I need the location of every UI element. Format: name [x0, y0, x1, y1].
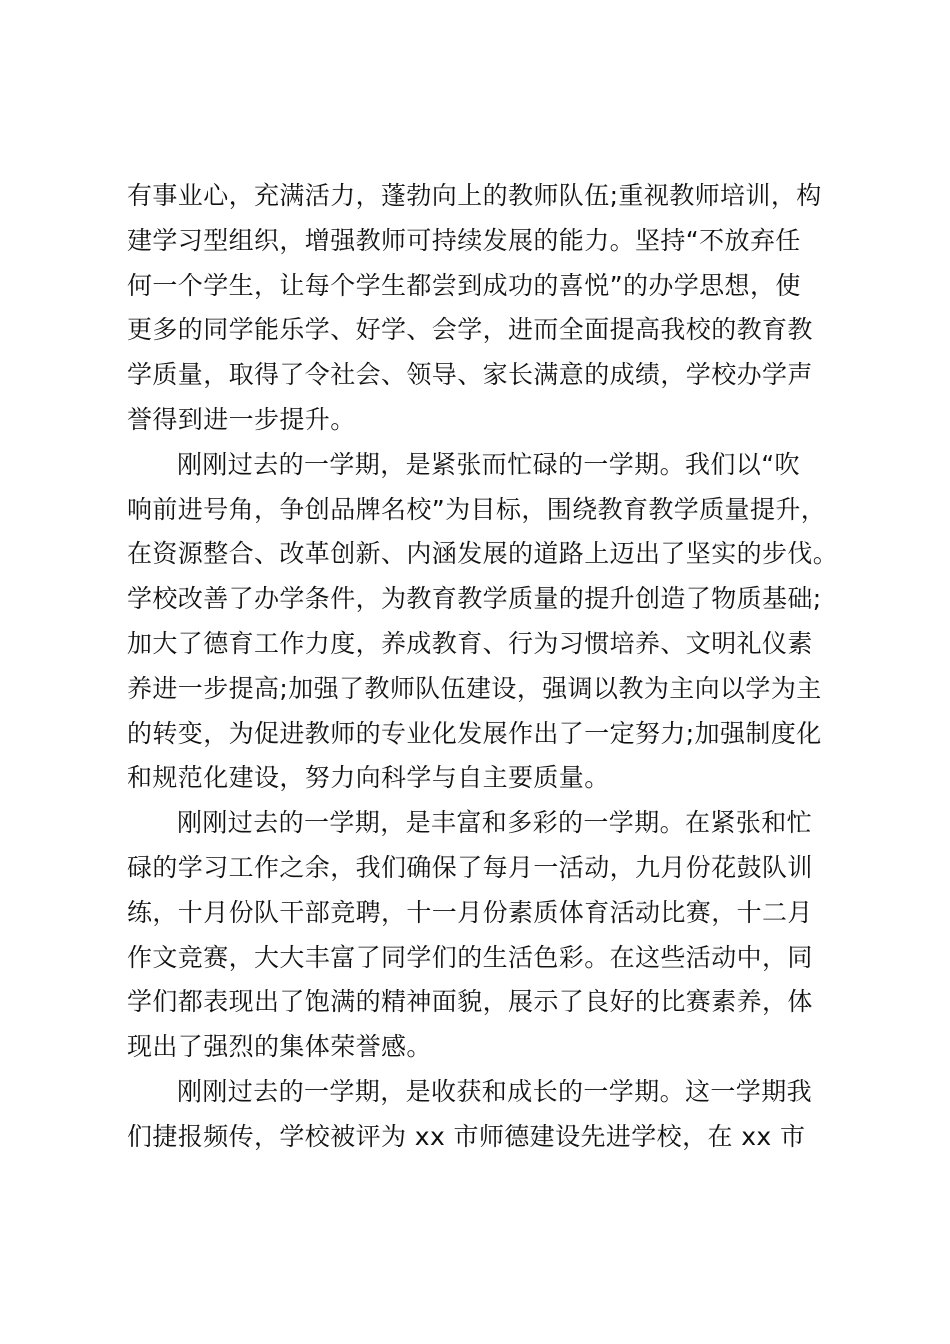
paragraph-first-line: 刚刚过去的一学期，是收获和成长的一学期。这一学期我	[177, 1076, 813, 1106]
text-line: 加大了德育工作力度，养成教育、行为习惯培养、文明礼仪素	[127, 628, 813, 658]
text-line: 现出了强烈的集体荣誉感。	[127, 1032, 432, 1062]
text-line: 和规范化建设，努力向科学与自主要质量。	[127, 763, 610, 793]
text-line: 有事业心，充满活力，蓬勃向上的教师队伍;重视教师培训，构	[127, 181, 822, 210]
text-line: 更多的同学能乐学、好学、会学，进而全面提高我校的教育教	[127, 315, 813, 345]
text-line: 作文竞赛，大大丰富了同学们的生活色彩。在这些活动中，同	[127, 942, 813, 972]
text-line: 养进一步提高;加强了教师队伍建设，强调以教为主向以学为主	[127, 673, 822, 703]
text-line: 建学习型组织，增强教师可持续发展的能力。坚持“不放弃任	[127, 225, 801, 255]
text-line: 响前进号角，争创品牌名校”为目标，围绕教育教学质量提升，	[127, 494, 827, 524]
text-line: 练，十月份队干部竞聘，十一月份素质体育活动比赛，十二月	[127, 897, 813, 927]
paragraph-first-line: 刚刚过去的一学期，是丰富和多彩的一学期。在紧张和忙	[177, 808, 813, 838]
text-line: 何一个学生，让每个学生都尝到成功的喜悦”的办学思想，使	[127, 270, 801, 300]
body-text	[127, 174, 837, 1160]
text-line: 誉得到进一步提升。	[127, 404, 356, 434]
paragraph-first-line: 刚刚过去的一学期，是紧张而忙碌的一学期。我们以“吹	[177, 449, 800, 479]
text-line: 在资源整合、改革创新、内涵发展的道路上迈出了坚实的步伐。	[127, 539, 839, 569]
text-line: 们捷报频传，学校被评为 xx 市师德建设先进学校，在 xx 市	[127, 1121, 806, 1151]
text-line: 的转变，为促进教师的专业化发展作出了一定努力;加强制度化	[127, 718, 822, 748]
text-line: 学们都表现出了饱满的精神面貌，展示了良好的比赛素养，体	[127, 987, 813, 1017]
text-line: 碌的学习工作之余，我们确保了每月一活动，九月份花鼓队训	[127, 852, 813, 882]
text-line: 学质量，取得了令社会、领导、家长满意的成绩，学校办学声	[127, 360, 813, 390]
text-line: 学校改善了办学条件，为教育教学质量的提升创造了物质基础;	[127, 584, 822, 614]
